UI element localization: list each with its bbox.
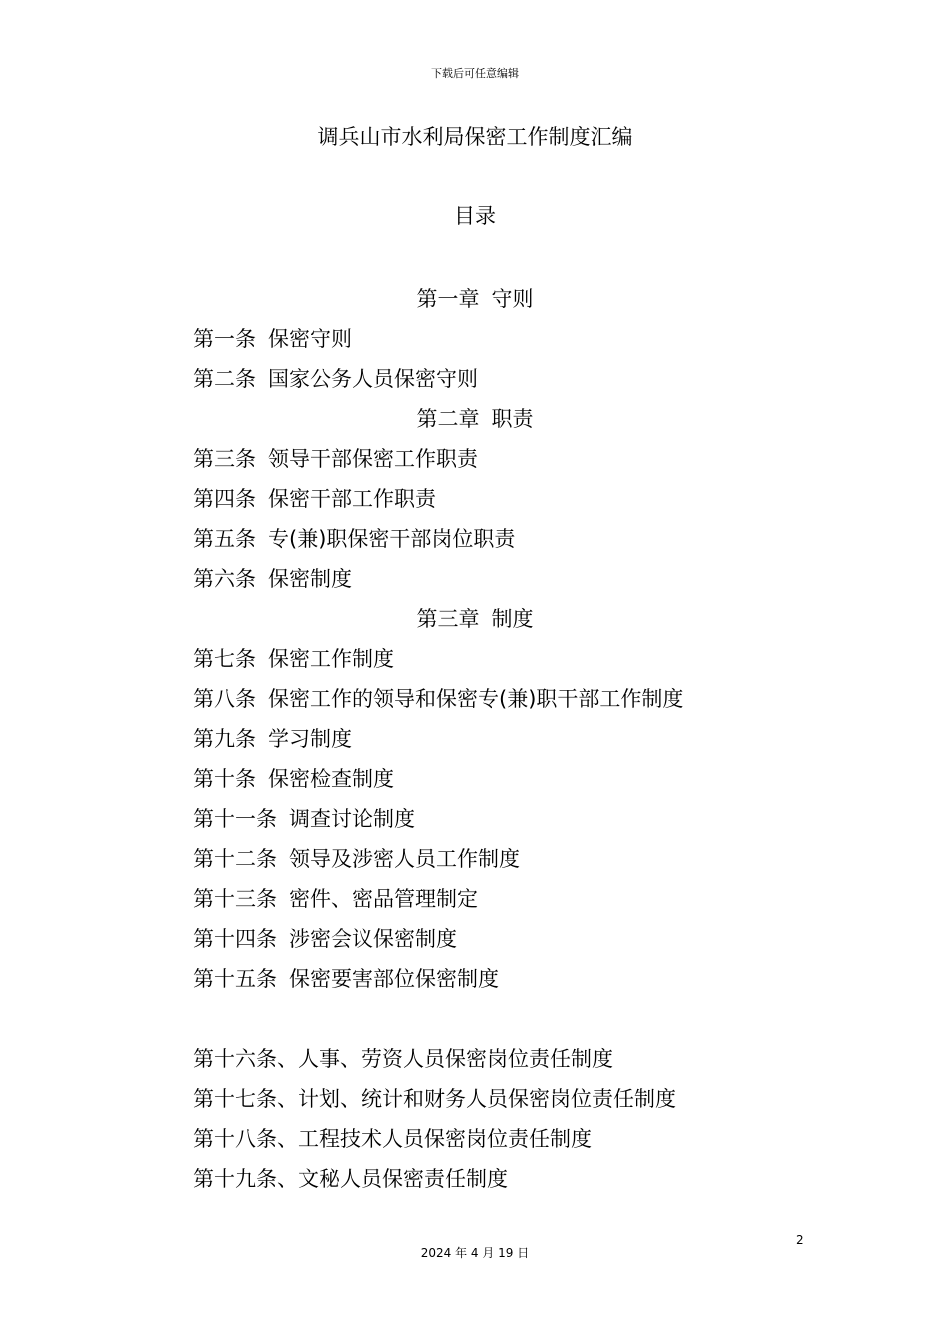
toc-item-number: 第八条 [193,687,256,711]
toc-chapter-title: 职责 [491,407,534,431]
toc-item-title: 保密制度 [268,567,352,591]
toc-item-number: 第五条 [193,527,256,551]
toc-item-title: 保密守则 [268,327,352,351]
toc-item [0,482,950,522]
toc-item-title: 保密检查制度 [268,767,394,791]
toc-item-number: 第一条 [193,327,256,351]
toc-item [0,962,950,1002]
toc-chapter [0,402,950,442]
toc-item [0,802,950,842]
toc-chapter-number: 第二章 [416,407,480,431]
toc-item [0,322,950,362]
toc-item-title: 保密工作制度 [268,647,394,671]
toc-item-title: 领导及涉密人员工作制度 [289,847,520,871]
toc-item [0,682,950,722]
toc-item-text: 第十九条、文秘人员保密责任制度 [193,1167,508,1191]
toc-item-title: 专(兼)职保密干部岗位职责 [268,527,516,551]
toc-item-text: 第十八条、工程技术人员保密岗位责任制度 [193,1127,592,1151]
toc-chapter-number: 第一章 [416,287,480,311]
toc-item [0,562,950,602]
toc-item [0,1042,950,1082]
toc-item [0,1162,950,1202]
toc-item-number: 第十条 [193,767,256,791]
toc-item-title: 保密干部工作职责 [268,487,436,511]
toc-chapter [0,282,950,322]
toc-item-title: 保密工作的领导和保密专(兼)职干部工作制度 [268,687,684,711]
toc-item-number: 第三条 [193,447,256,471]
toc-chapter-number: 第三章 [416,607,480,631]
toc-item-number: 第九条 [193,727,256,751]
toc-item-title: 涉密会议保密制度 [289,927,457,951]
toc-item [0,762,950,802]
toc-item-number: 第七条 [193,647,256,671]
header-note: 下载后可任意编辑 [431,67,519,80]
toc-item-title: 调查讨论制度 [289,807,415,831]
toc-item-title: 保密要害部位保密制度 [289,967,499,991]
toc-item-title: 学习制度 [268,727,352,751]
toc-item-title: 密件、密品管理制定 [289,887,478,911]
page-number: 2 [796,1233,804,1247]
toc-item-title: 领导干部保密工作职责 [268,447,478,471]
toc-chapter-title: 守则 [491,287,534,311]
toc-item [0,362,950,402]
toc-item-number: 第四条 [193,487,256,511]
toc-item [0,1122,950,1162]
toc-item-text: 第十六条、人事、劳资人员保密岗位责任制度 [193,1047,613,1071]
toc-item-number: 第十三条 [193,887,277,911]
footer-date: 2024 年 4 月 19 日 [420,1246,530,1260]
toc-title: 目录 [454,204,496,228]
toc-item-title: 国家公务人员保密守则 [268,367,478,391]
toc-item-number: 第十五条 [193,967,277,991]
toc-spacer [0,1002,950,1042]
toc-item [0,842,950,882]
toc-item [0,1082,950,1122]
toc-item-text: 第十七条、计划、统计和财务人员保密岗位责任制度 [193,1087,676,1111]
toc-item-number: 第十一条 [193,807,277,831]
toc-item [0,442,950,482]
table-of-contents [0,282,950,1202]
toc-item-number: 第十四条 [193,927,277,951]
toc-item-number: 第二条 [193,367,256,391]
toc-item [0,522,950,562]
toc-item [0,642,950,682]
toc-chapter [0,602,950,642]
toc-item-number: 第十二条 [193,847,277,871]
toc-chapter-title: 制度 [491,607,534,631]
toc-item-number: 第六条 [193,567,256,591]
toc-item [0,882,950,922]
toc-item [0,922,950,962]
document-title: 调兵山市水利局保密工作制度汇编 [317,125,633,149]
toc-item [0,722,950,762]
